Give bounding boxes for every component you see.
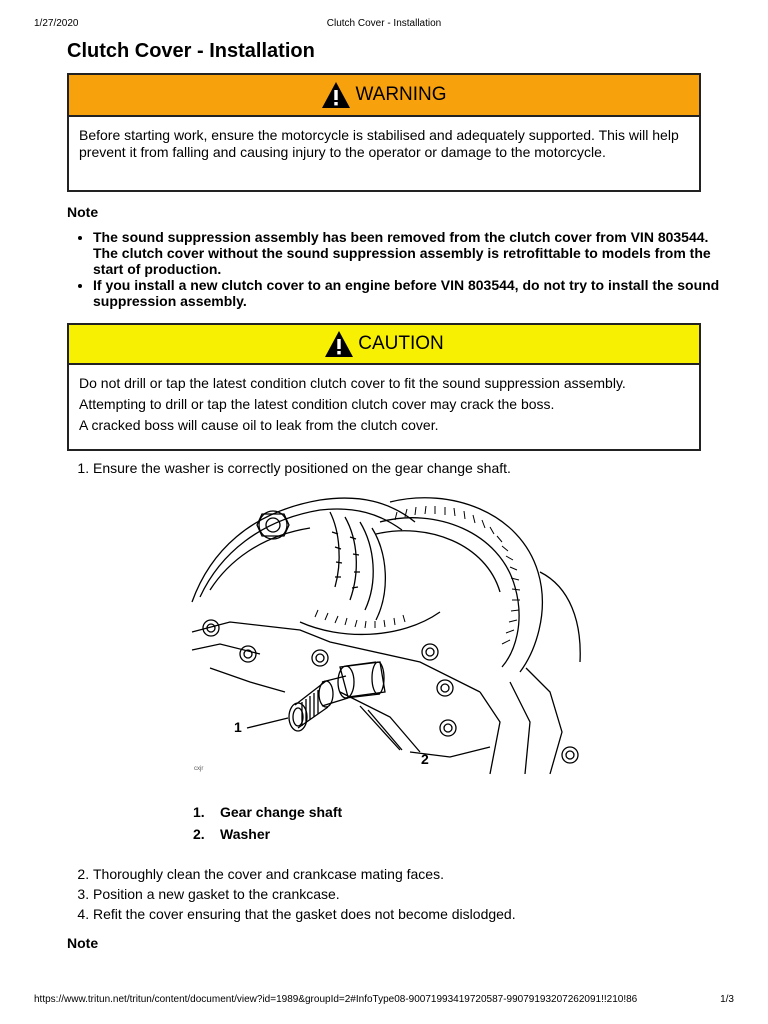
warning-header [69, 75, 699, 117]
page-title: Clutch Cover - Installation [67, 40, 315, 62]
warning-label: WARNING [355, 84, 447, 105]
caution-triangle-icon [324, 330, 354, 358]
caution-header [69, 325, 699, 365]
step-list [67, 458, 511, 478]
warning-triangle-icon [321, 81, 351, 109]
figure-code: cxjr [194, 766, 204, 772]
warning-box [67, 73, 701, 192]
legend-text: Washer [220, 826, 271, 842]
gear-change-shaft-figure [190, 492, 582, 778]
step-list [67, 864, 516, 924]
legend-item [193, 826, 342, 848]
caution-label: CAUTION [358, 333, 444, 354]
figure-legend [193, 804, 342, 848]
caution-text [69, 365, 699, 448]
caution-line: A cracked boss will cause oil to leak from the clutch cover. [79, 417, 439, 433]
legend-number: 1. [193, 804, 205, 820]
warning-text: Before starting work, ensure the motorcycle is stabilised and adequately supported. This will help prevent it from falling and causing injury to the operator or damage to the motorcycle. [79, 127, 679, 160]
note-label: Note [67, 204, 99, 220]
footer-url: https://www.tritun.net/tritun/content/document/view?id=1989&groupId=2#InfoType08-90071993419720587-99079193207262091!!210!86 [34, 994, 638, 1005]
note-item: • The sound suppression assembly has been removed from the clutch cover from VIN 803544. The clutch cover without the sound suppression assembly is retrofittable to models from the start of production. [93, 229, 733, 277]
legend-item [193, 804, 342, 826]
step-item: 3. Position a new gasket to the crankcase. [93, 884, 516, 904]
callout-1: 1 [234, 719, 242, 735]
note-item: • If you install a new clutch cover to an engine before VIN 803544, do not try to install the sound suppression assembly. [93, 277, 733, 309]
caution-line: Do not drill or tap the latest condition clutch cover to fit the sound suppression assembly. [79, 375, 626, 391]
note-list [67, 229, 733, 309]
step-item: 2. Thoroughly clean the cover and crankcase mating faces. [93, 864, 516, 884]
step-item: 4. Refit the cover ensuring that the gasket does not become dislodged. [93, 904, 516, 924]
callout-2: 2 [421, 751, 429, 767]
header-title: Clutch Cover - Installation [326, 18, 442, 29]
caution-box [67, 323, 701, 451]
note-label: Note [67, 935, 99, 951]
header-date: 1/27/2020 [34, 18, 79, 29]
caution-line: Attempting to drill or tap the latest condition clutch cover may crack the boss. [79, 396, 555, 412]
legend-text: Gear change shaft [220, 804, 343, 820]
footer-page-number: 1/3 [720, 994, 734, 1005]
step-item: 1. Ensure the washer is correctly positioned on the gear change shaft. [93, 458, 511, 478]
legend-number: 2. [193, 826, 205, 842]
